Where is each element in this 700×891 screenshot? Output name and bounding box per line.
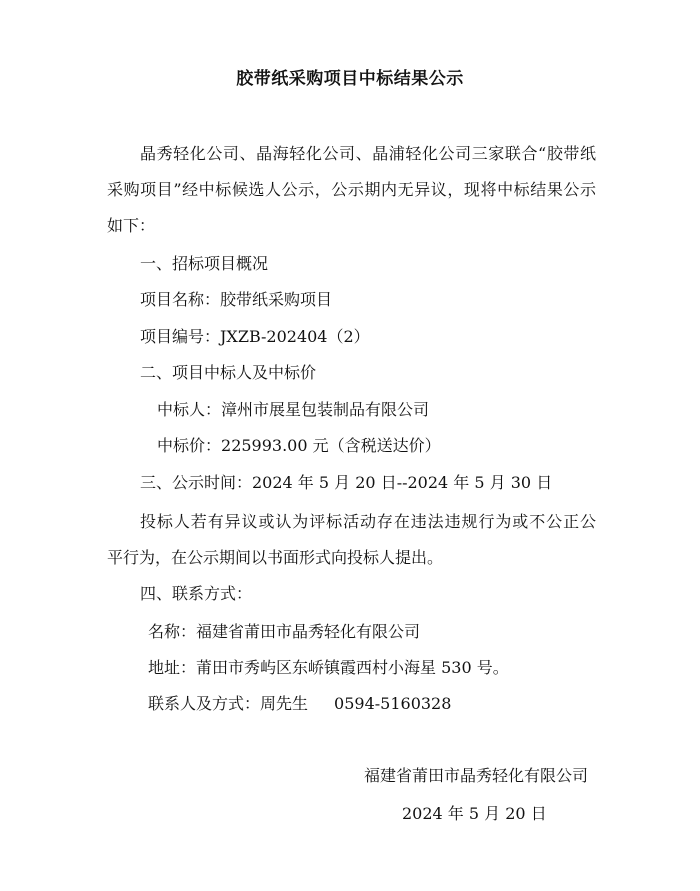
section-4-heading: 四、联系方式： bbox=[140, 584, 253, 603]
intro-line-3: 如下： bbox=[107, 216, 156, 235]
winner-value: 漳州市展星包装制品有限公司 bbox=[221, 400, 430, 419]
price-row bbox=[157, 436, 441, 456]
objection-line-1: 投标人若有异议或认为评标活动存在违法违规行为或不公正公 bbox=[140, 512, 596, 531]
contact-person-label: 联系人及方式： bbox=[148, 694, 261, 713]
intro-line-2: 采购项目”经中标候选人公示，公示期内无异议，现将中标结果公示 bbox=[107, 180, 596, 199]
project-name-label: 项目名称： bbox=[140, 290, 221, 309]
contact-name-row bbox=[148, 622, 420, 642]
contact-person-name: 周先生 bbox=[260, 694, 309, 713]
contact-person-row bbox=[148, 694, 451, 714]
intro-line-1: 晶秀轻化公司、晶海轻化公司、晶浦轻化公司三家联合“胶带纸 bbox=[140, 144, 596, 163]
signature-company: 福建省莆田市晶秀轻化有限公司 bbox=[364, 766, 589, 785]
project-code-label: 项目编号： bbox=[140, 327, 221, 346]
section-3-publicity-period: 三、公示时间：2024 年 5 月 20 日--2024 年 5 月 30 日 bbox=[140, 473, 553, 492]
address-label: 地址： bbox=[148, 658, 197, 677]
contact-name-value: 福建省莆田市晶秀轻化有限公司 bbox=[196, 622, 421, 641]
winner-row bbox=[157, 400, 429, 420]
project-name-value: 胶带纸采购项目 bbox=[220, 290, 333, 309]
project-name-row bbox=[140, 290, 332, 310]
price-value: 225993.00 元（含税送达价） bbox=[221, 436, 441, 455]
objection-line-2: 平行为，在公示期间以书面形式向投标人提出。 bbox=[107, 548, 444, 567]
project-code-row bbox=[140, 327, 370, 347]
signature-date: 2024 年 5 月 20 日 bbox=[402, 804, 547, 823]
project-code-value: JXZB-202404（2） bbox=[220, 327, 370, 346]
winner-label: 中标人： bbox=[157, 400, 222, 419]
address-row bbox=[148, 658, 509, 678]
price-label: 中标价： bbox=[157, 436, 222, 455]
contact-phone: 0594-5160328 bbox=[334, 694, 452, 713]
document-title: 胶带纸采购项目中标结果公示 bbox=[236, 69, 464, 89]
section-2-heading: 二、项目中标人及中标价 bbox=[140, 363, 317, 382]
contact-name-label: 名称： bbox=[148, 622, 197, 641]
address-value: 莆田市秀屿区东峤镇霞西村小海星 530 号。 bbox=[196, 658, 509, 677]
section-1-heading: 一、招标项目概况 bbox=[140, 254, 269, 273]
